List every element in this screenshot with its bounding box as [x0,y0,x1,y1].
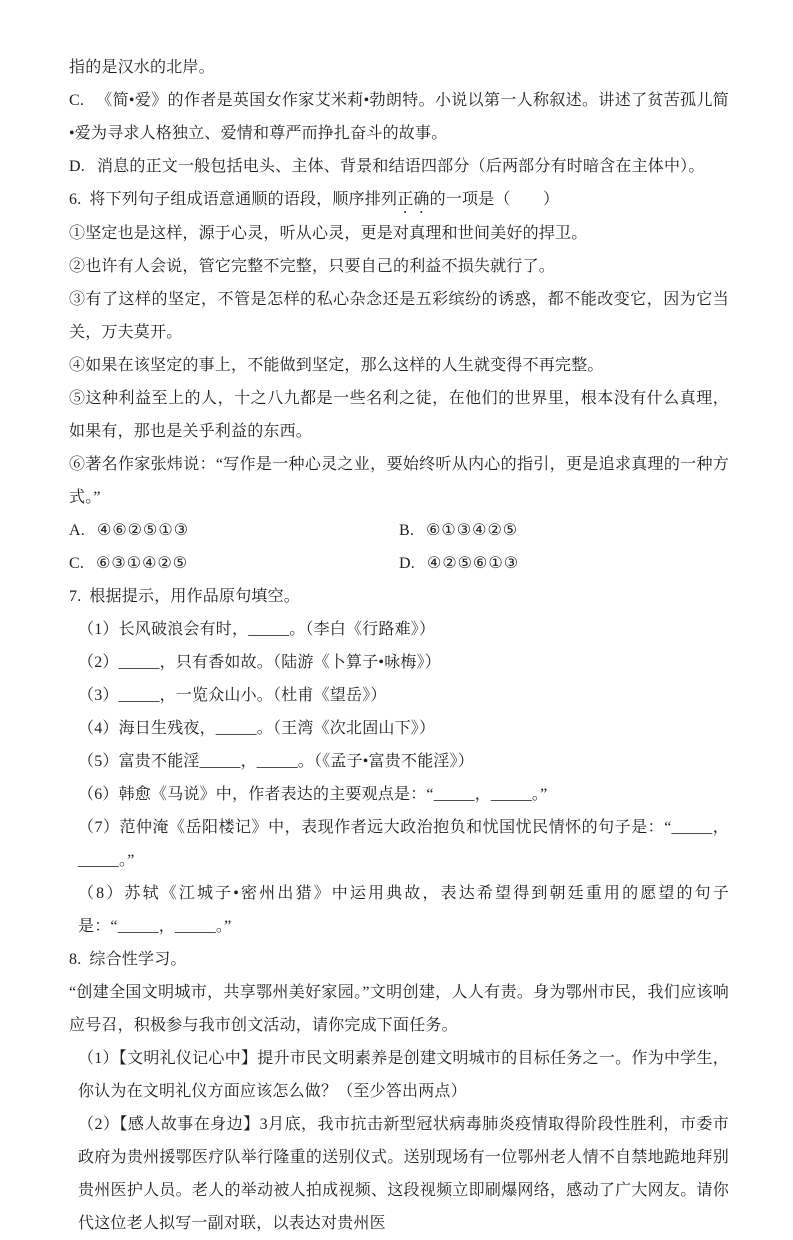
q6-stem-suffix: 的一项是（ ） [429,191,560,208]
q5-answer-continuation: 指的是汉水的北岸。 [69,59,215,76]
q5-option-c-text: 《简•爱》的作者是英国女作家艾米莉•勃朗特。小说以第一人称叙述。讲述了贫苦孤儿简•爱为寻求人格独立、爱情和尊严而挣扎奋斗的故事。 [69,92,729,142]
q6-sentence-4: ④如果在该坚定的事上，不能做到坚定，那么这样的人生就变得不再完整。 [69,357,604,374]
q6-sentence-5: ⑤这种利益至上的人，十之八九都是一些名利之徒，在他们的世界里，根本没有什么真理，如果有，那也是关乎利益的东西。 [69,390,729,440]
q7-item-8: （8）苏轼《江城子•密州出猎》中运用典故，表达希望得到朝廷重用的愿望的句子是：“_____，_____。” [78,885,729,935]
q6-stem-emphasized-word: 正确 [397,191,430,208]
q7-stem-text: 根据提示，用作品原句填空。 [89,588,301,605]
q6-option-d-value: ④②⑤⑥①③ [426,555,520,572]
q6-options [69,514,729,580]
q8-stem-text: 综合性学习。 [89,951,187,968]
q6-option-c-value: ⑥③①④②⑤ [96,555,189,572]
q6-stem [69,183,729,217]
q6-option-c-label: C. [69,555,85,572]
q7-item-5: （5）富贵不能淫_____，_____。（《孟子•富贵不能淫》） [78,753,475,770]
q7-item-3: （3）_____，一览众山小。（杜甫《望岳》） [78,687,387,704]
q6-number: 6. [69,191,82,208]
q6-option-b-label: B. [399,522,415,539]
q8-number: 8. [69,951,82,968]
q6-sentence-6: ⑥著名作家张炜说：“写作是一种心灵之业，要始终听从内心的指引，更是追求真理的一种方式。” [69,456,729,506]
q7-item-6: （6）韩愈《马说》中，作者表达的主要观点是：“_____，_____。” [78,786,548,803]
q7-number: 7. [69,588,82,605]
q6-option-a-label: A. [69,522,85,539]
q5-option-c-label: C. [69,92,85,109]
q5-option-d [69,150,729,183]
q6-option-d-label: D. [399,555,415,572]
q6-option-b [399,514,729,547]
q7-item-1: （1）长风破浪会有时，_____。（李白《行路难》） [78,621,436,638]
q7-item-4: （4）海日生残夜，_____。（王湾《次北固山下》） [78,720,436,737]
q8-task-2: （2）【感人故事在身边】3月底，我市抗击新型冠状病毒肺炎疫情取得阶段性胜利，市委市政府为贵州援鄂医疗队举行隆重的送别仪式。送别现场有一位鄂州老人情不自禁地跪地拜别贵州医护人员。老人的举动被人拍成视频、这段视频立即刷爆网络，感动了广大网友。请你代这位老人拟写一副对联，以表达对贵州医 [78,1116,729,1232]
q5-option-d-text: 消息的正文一般包括电头、主体、背景和结语四部分（后两部分有时暗含在主体中）。 [96,158,705,175]
q6-option-a [69,514,399,547]
q8-intro: “创建全国文明城市，共享鄂州美好家园。”文明创建，人人有责。身为鄂州市民，我们应该响应号召，积极参与我市创文活动，请你完成下面任务。 [69,984,729,1034]
q6-option-c [69,547,399,580]
q7-item-2: （2）_____，只有香如故。（陆游《卜算子•咏梅》） [78,654,442,671]
q7-item-7: （7）范仲淹《岳阳楼记》中，表现作者远大政治抱负和忧国忧民情怀的句子是：“_____，_____。” [78,819,729,869]
q7-stem [69,580,729,613]
q6-option-b-value: ⑥①③④②⑤ [426,522,519,539]
q6-stem-prefix: 将下列句子组成语意通顺的语段，顺序排列 [89,191,398,208]
q5-option-d-label: D. [69,158,85,175]
exam-paper-content [69,51,729,1240]
q8-task-1: （1）【文明礼仪记心中】提升市民文明素养是创建文明城市的目标任务之一。作为中学生，你认为在文明礼仪方面应该怎么做？（至少答出两点） [78,1050,729,1100]
q6-sentence-3: ③有了这样的坚定，不管是怎样的私心杂念还是五彩缤纷的诱惑，都不能改变它，因为它当关，万夫莫开。 [69,291,729,341]
q6-option-d [399,547,729,580]
q8-stem [69,943,729,976]
q6-option-a-value: ④⑥②⑤①③ [96,522,190,539]
q5-option-c [69,84,729,150]
q6-sentence-2: ②也许有人会说，管它完整不完整，只要自己的利益不损失就行了。 [69,258,556,275]
q6-sentence-1: ①坚定也是这样，源于心灵，听从心灵，更是对真理和世间美好的捍卫。 [69,225,588,242]
